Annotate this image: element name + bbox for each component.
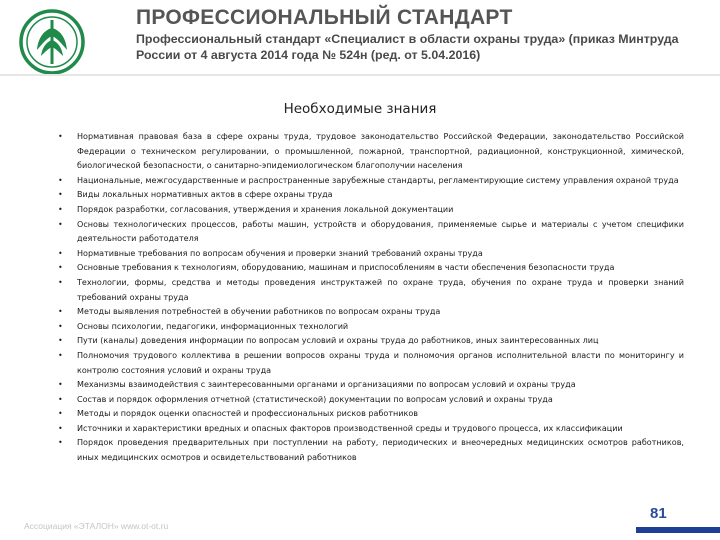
bullet-icon: • xyxy=(58,307,63,317)
list-item-text: Методы выявления потребностей в обучении работников по вопросам охраны труда xyxy=(77,307,441,317)
list-item-text: Состав и порядок оформления отчетной (статистической) документации по вопросам условий и охраны труда xyxy=(77,394,553,404)
knowledge-list xyxy=(58,130,684,466)
list-item-text: Виды локальных нормативных актов в сфере охраны труда xyxy=(77,190,333,200)
bullet-icon: • xyxy=(58,380,63,390)
page-number: 81 xyxy=(650,505,667,522)
list-item-text: Пути (каналы) доведения информации по вопросам условий и охраны труда до работников, иных заинтересованных лиц xyxy=(77,336,599,346)
list-item xyxy=(58,349,684,378)
bullet-icon: • xyxy=(58,190,63,200)
list-item xyxy=(58,174,684,189)
bullet-icon: • xyxy=(58,336,63,346)
list-item-text: Основы технологических процессов, работы машин, устройств и оборудования, применяемые сырье и материалы с учетом специфики деятельности работодателя xyxy=(77,219,684,244)
bullet-icon: • xyxy=(58,409,63,419)
list-item xyxy=(58,276,684,305)
bullet-icon: • xyxy=(58,204,63,214)
list-item-text: Основы психологии, педагогики, информационных технологий xyxy=(77,321,349,331)
list-item-text: Национальные, межгосударственные и распространенные зарубежные стандарты, регламентирующие систему управления охраной труда xyxy=(77,175,679,185)
list-item xyxy=(58,320,684,335)
list-item-text: Источники и характеристики вредных и опасных факторов производственной среды и трудового процесса, их классификации xyxy=(77,423,623,433)
bullet-icon: • xyxy=(58,321,63,331)
bullet-icon: • xyxy=(58,423,63,433)
list-item-text: Порядок проведения предварительных при поступлении на работу, периодических и внеочередных медицинских осмотров работников, иных медицинских осмотров и освидетельствований работников xyxy=(77,438,684,463)
list-item-text: Механизмы взаимодействия с заинтересованными органами и организациями по вопросам условий и охраны труда xyxy=(77,380,576,390)
list-item xyxy=(58,203,684,218)
list-item-text: Нормативные требования по вопросам обучения и проверки знаний требований охраны труда xyxy=(77,248,483,258)
list-item-text: Нормативная правовая база в сфере охраны труда, трудовое законодательство Российской Федерации, законодательство Российской Федерации о техническом регулировании, о промышленной, пожарной, транспортной, радиационной, конструкционной, химической, биологической безопасности, о санитарно-эпидемиологическом благополучии населения xyxy=(77,132,684,171)
list-item xyxy=(58,422,684,437)
list-item-text: Технологии, формы, средства и методы проведения инструктажей по охране труда, обучения по охране труда и проверки знаний требований охраны труда xyxy=(77,277,684,302)
list-item xyxy=(58,130,684,174)
page-title: ПРОФЕССИОНАЛЬНЫЙ СТАНДАРТ xyxy=(136,6,513,29)
bullet-icon: • xyxy=(58,277,63,287)
section-heading: Необходимые знания xyxy=(283,101,437,117)
emblem-logo-icon xyxy=(18,8,86,76)
bullet-icon: • xyxy=(58,175,63,185)
bullet-icon: • xyxy=(58,438,63,448)
bullet-icon: • xyxy=(58,132,63,141)
page-subtitle: Профессиональный стандарт «Специалист в области охраны труда» (приказ Минтруда России от 4 августа 2014 года № 524н (ред. от 5.04.2016) xyxy=(136,32,679,62)
list-item-text: Порядок разработки, согласования, утверждения и хранения локальной документации xyxy=(77,204,454,214)
header-divider xyxy=(0,74,720,76)
footer-accent-bar xyxy=(636,527,720,533)
list-item xyxy=(58,378,684,393)
list-item-text: Методы и порядок оценки опасностей и профессиональных рисков работников xyxy=(77,409,419,419)
list-item-text: Основные требования к технологиям, оборудованию, машинам и приспособлениям в части обеспечения безопасности труда xyxy=(77,263,615,273)
bullet-icon: • xyxy=(58,219,63,229)
list-item xyxy=(58,393,684,408)
bullet-icon: • xyxy=(58,263,63,273)
footer-watermark: Ассоциация «ЭТАЛОН» www.ot-ot.ru xyxy=(24,521,169,531)
list-item xyxy=(58,247,684,262)
list-item xyxy=(58,188,684,203)
bullet-icon: • xyxy=(58,394,63,404)
list-item-text: Полномочия трудового коллектива в решении вопросов охраны труда и полномочия органов исполнительной власти по мониторингу и контролю состояния условий и охраны труда xyxy=(77,350,684,375)
bullet-icon: • xyxy=(58,350,63,360)
list-item xyxy=(58,218,684,247)
list-item xyxy=(58,334,684,349)
bullet-icon: • xyxy=(58,248,63,258)
list-item xyxy=(58,436,684,465)
list-item xyxy=(58,407,684,422)
list-item xyxy=(58,261,684,276)
list-item xyxy=(58,305,684,320)
